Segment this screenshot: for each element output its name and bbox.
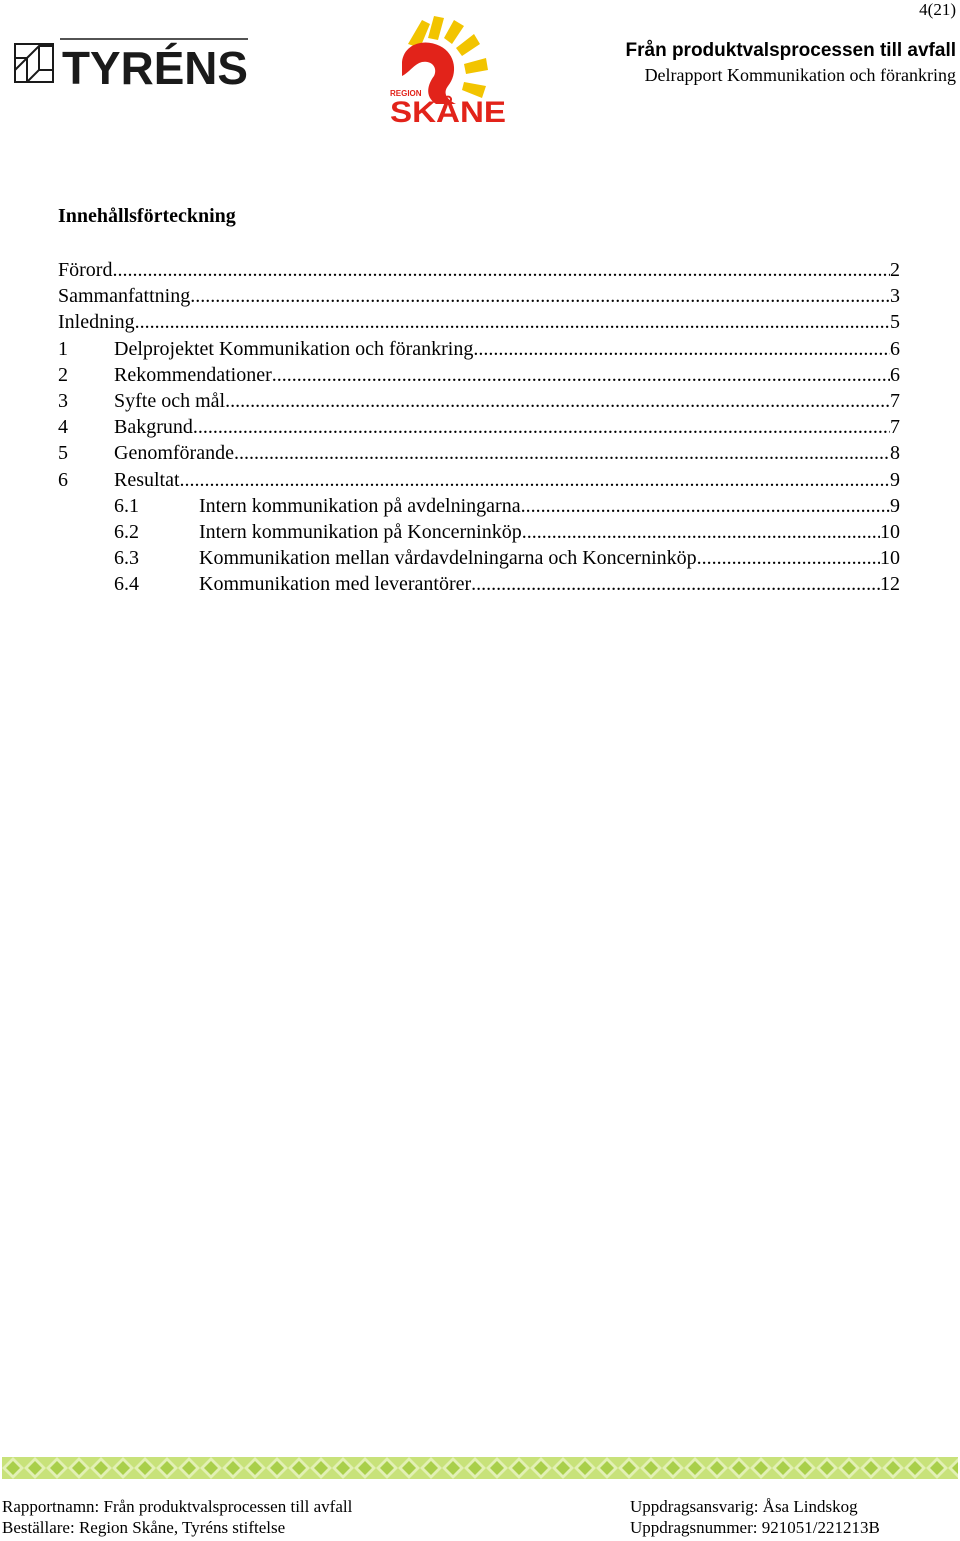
toc-dot-leader [473,336,890,362]
toc-entry-number: 6.2 [114,520,139,543]
footer-report-name: Rapportnamn: Från produktvalsprocessen till avfall [2,1497,353,1516]
toc-entry-page: 6 [890,363,900,386]
toc-entry-title: Resultat [114,468,180,491]
toc-dot-leader [112,257,890,283]
toc-entry-number: 4 [58,416,68,439]
header-subtitle: Delrapport Kommunikation och förankring [644,65,956,85]
toc-entry[interactable] [58,283,900,309]
toc-entry-page: 6 [890,337,900,360]
toc-entry-title: Kommunikation mellan vårdavdelningarna och Koncerninköp [199,547,697,570]
toc-entry[interactable] [58,493,900,519]
toc-entry-page: 3 [890,285,900,308]
toc-entry-title: Förord [58,259,113,281]
toc-heading: Innehållsförteckning [58,205,236,227]
toc-entry[interactable] [58,519,900,545]
toc-entry[interactable] [58,336,900,362]
toc-dot-leader [471,571,880,597]
toc-entry-page: 10 [880,547,900,570]
toc-dot-leader [234,440,890,466]
skane-text: SKÅNE [390,96,506,126]
toc-dot-leader [697,545,880,571]
toc-entry[interactable] [58,467,900,493]
tyrens-logo-text: TYRÉNS [62,42,248,86]
toc-dot-leader [522,519,880,545]
toc-entry-page: 2 [890,259,900,281]
toc-entry-number: 6.3 [114,547,139,570]
toc-dot-leader [225,388,890,414]
toc-entry-title: Delprojektet Kommunikation och förankring [114,337,474,360]
toc-entry-number: 5 [58,442,68,465]
toc-entry-page: 7 [890,416,900,439]
toc-entry-number: 2 [58,363,68,386]
footer-client: Beställare: Region Skåne, Tyréns stiftelse [2,1518,286,1537]
toc-entry-title: Rekommendationer [114,363,272,386]
toc-entry[interactable] [58,257,900,283]
tyrens-logo [14,36,248,86]
toc-entry-page: 5 [890,311,900,334]
toc-entry-number: 3 [58,389,68,412]
toc-entry[interactable] [58,309,900,335]
toc-entry[interactable] [58,440,900,466]
toc-entry-page: 10 [880,520,900,543]
toc-entry-page: 9 [890,468,900,491]
toc-entry-page: 9 [890,494,900,517]
toc-entry-title: Bakgrund [114,416,193,439]
toc-entry-page: 12 [880,573,900,596]
toc-dot-leader [190,283,890,309]
toc-entry-title: Inledning [58,311,135,334]
toc-entry[interactable] [58,362,900,388]
toc-dot-leader [135,309,890,335]
toc-entry[interactable] [58,545,900,571]
toc-entry-number: 6.1 [114,494,139,517]
toc-dot-leader [521,493,890,519]
footer-pattern-band [2,1457,958,1479]
toc-entry-title: Kommunikation med leverantörer [199,573,472,596]
toc-entry-page: 8 [890,442,900,465]
toc-entry[interactable] [58,571,900,597]
toc-entry-title: Genomförande [114,442,234,465]
footer-responsible: Uppdragsansvarig: Åsa Lindskog [630,1497,858,1516]
toc-entry-title: Intern kommunikation på avdelningarna [199,494,521,517]
footer-assignment-number: Uppdragsnummer: 921051/221213B [630,1518,880,1537]
toc-entry-title: Syfte och mål [114,389,226,412]
region-text: REGION [390,89,422,98]
toc-entry-number: 1 [58,337,68,360]
region-skane-logo [388,16,508,126]
toc-dot-leader [272,362,890,388]
toc-entry[interactable] [58,414,900,440]
toc-entry-number: 6.4 [114,573,139,596]
toc-entry-title: Sammanfattning [58,285,191,308]
table-of-contents [58,257,900,597]
toc-entry[interactable] [58,388,900,414]
toc-dot-leader [193,414,890,440]
toc-entry-title: Intern kommunikation på Koncerninköp [199,520,522,543]
toc-dot-leader [180,467,890,493]
toc-entry-page: 7 [890,389,900,412]
toc-entry-number: 6 [58,468,68,491]
page-number: 4(21) [919,0,956,19]
header-title: Från produktvalsprocessen till avfall [625,40,956,61]
